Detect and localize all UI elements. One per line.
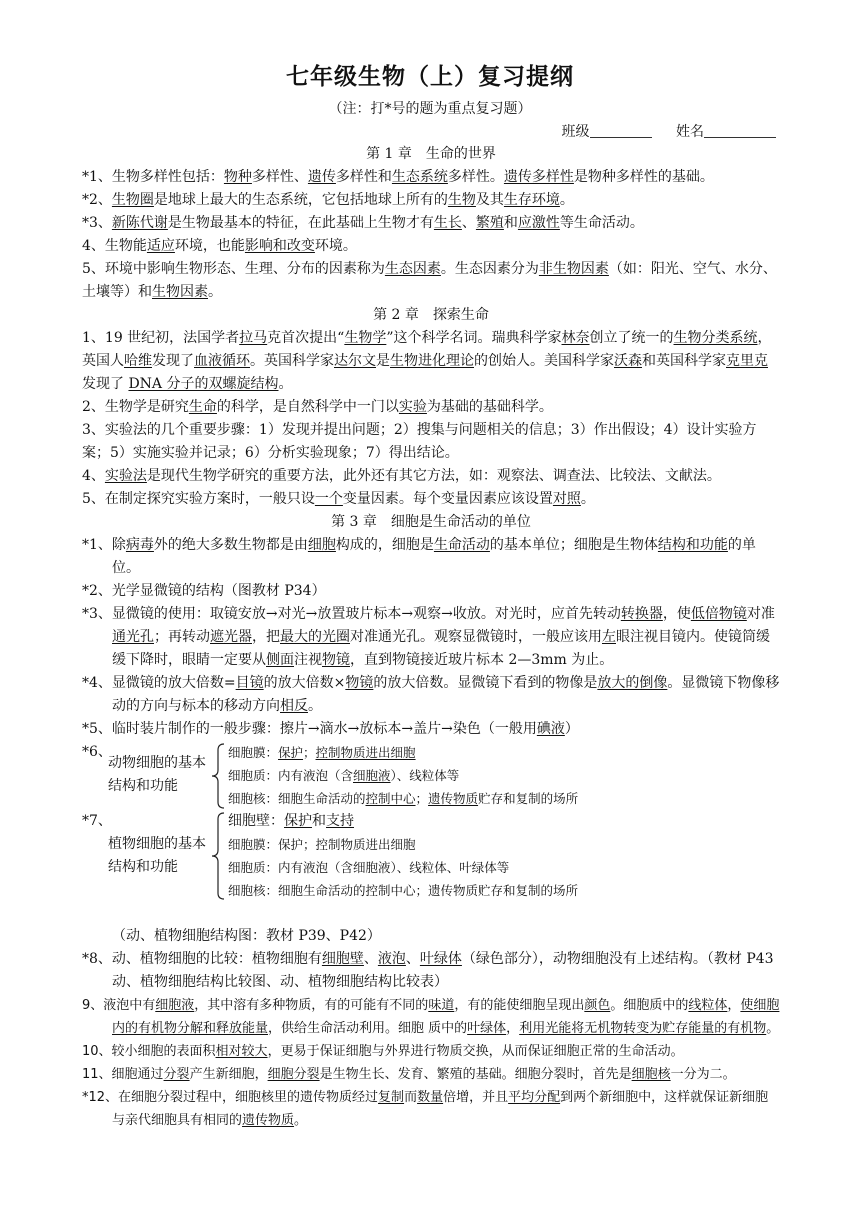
text-segment: 和英国科学家 [642, 353, 726, 369]
underlined-term: 结构和功能 [657, 537, 728, 553]
text-segment: ”这个科学名词。瑞典科学家 [386, 330, 562, 346]
text-segment: （如：阳光、空气、水分、土壤等）和 [82, 261, 777, 300]
text-segment: 细胞质：内有液泡（含 [228, 768, 354, 783]
text-segment: 变量因素。每个变量因素应该设置 [342, 491, 553, 507]
outline-content [82, 143, 780, 1132]
text-segment: 多样性。 [447, 169, 504, 185]
text-segment: 环境。 [314, 238, 357, 254]
underlined-term: 一个 [314, 491, 343, 507]
item-3-9 [82, 994, 780, 1040]
underlined-term: 遮光器 [210, 629, 252, 645]
underlined-term: 遗传多样性 [503, 169, 574, 185]
underlined-term: 克里克 [726, 353, 768, 369]
item-3-7-number: *7、 [82, 813, 112, 829]
text-segment: 4、生物能 [82, 238, 147, 254]
text-segment: 为基础的基础科学。 [426, 399, 553, 415]
underlined-term: 叶绿体 [419, 951, 462, 967]
text-segment: 10、较小细胞的表面积 [82, 1044, 216, 1059]
text-segment: *2、 [82, 192, 112, 208]
text-segment: 。显微镜下物像移动的方向与标本的移动方向 [112, 675, 780, 714]
item-3-11 [82, 1063, 780, 1086]
text-segment: 对准通光孔。观察显微镜时，一般应该用 [350, 629, 602, 645]
document-title: 七年级生物（上）复习提纲 [286, 64, 574, 90]
text-segment: 是地球上最大的生态系统，它包括地球上所有的 [153, 192, 448, 208]
text-segment: ，更易于保证细胞与外界进行物质交换，从而保证细胞正常的生命活动。 [267, 1044, 684, 1059]
underlined-term: 分裂 [163, 1067, 190, 1082]
item-3-1 [82, 534, 780, 580]
item-1-3 [82, 212, 780, 235]
text-segment: 、 [405, 951, 420, 967]
plant-wall [228, 810, 788, 833]
item-3-12 [82, 1086, 780, 1132]
underlined-term: 适应 [146, 238, 175, 254]
brace-icon [210, 743, 226, 809]
plant-membrane: 细胞膜：保护；控制物质进出细胞 [228, 837, 416, 852]
underlined-term: 物镜 [345, 675, 374, 691]
animal-nucleus [228, 787, 788, 810]
item-3-10 [82, 1040, 780, 1063]
item-2-2 [82, 396, 780, 419]
animal-cell-block [82, 741, 780, 810]
note-line: （注：打*号的题为重点复习题） [328, 101, 532, 117]
text-segment: 是 [376, 353, 390, 369]
text-segment: 。 [294, 1113, 308, 1128]
underlined-term: 利用光能将无机物转变为贮存能量的有机物 [519, 1021, 767, 1036]
text-segment: *1、除 [82, 537, 126, 553]
animal-cytoplasm [228, 764, 788, 787]
underlined-term: 生物分类系统 [673, 330, 758, 346]
underlined-term: 生物学 [344, 330, 387, 346]
item-1-5 [82, 258, 780, 304]
underlined-term: 繁殖 [475, 215, 504, 231]
text-segment: 外的绝大多数生物都是由 [153, 537, 308, 553]
underlined-term: 生物进化理论 [390, 353, 474, 369]
item-2-5 [82, 488, 780, 511]
text-segment: 的单位。 [112, 537, 756, 576]
item-2-4 [82, 465, 780, 488]
underlined-term: 非生物因素 [538, 261, 609, 277]
underlined-term: 叶绿体 [467, 1021, 507, 1036]
underlined-term: 生物 [447, 192, 476, 208]
underlined-term: DNA 分子的双螺旋结构 [128, 376, 279, 392]
underlined-term: 目镜 [235, 675, 264, 691]
underlined-term: 放大的倒像 [597, 675, 668, 691]
underlined-term: 实验 [398, 399, 427, 415]
text-segment: 、 [363, 951, 378, 967]
item-3-3 [82, 603, 780, 672]
underlined-term: 细胞核 [631, 1067, 671, 1082]
item-3-5 [82, 718, 780, 741]
text-segment: 的科学，是自然科学中一门以 [216, 399, 399, 415]
underlined-term: 生态因素 [384, 261, 441, 277]
class-label: 班级 [561, 124, 590, 140]
underlined-term: 对照 [552, 491, 581, 507]
underlined-term: 林奈 [561, 330, 590, 346]
text-segment: 的放大倍数。显微镜下看到的物像是 [373, 675, 598, 691]
text-segment: 一分为二。 [670, 1067, 736, 1082]
underlined-term: 左 [602, 629, 616, 645]
class-name-line [562, 121, 776, 141]
underlined-term: 遗传物质 [242, 1113, 295, 1128]
underlined-term: 颜色 [584, 998, 611, 1013]
underlined-term: 低倍物镜 [690, 606, 747, 622]
text-segment: 。生态因素分为 [440, 261, 539, 277]
item-1-2 [82, 189, 780, 212]
underlined-term: 新陈代谢 [111, 215, 168, 231]
text-segment: 。细胞质中的 [610, 998, 689, 1013]
text-segment: 贮存和复制的场所 [478, 791, 579, 806]
text-segment: 到两个新细胞中，这样就保证新细胞与亲代细胞具有相同的 [112, 1090, 769, 1128]
underlined-term: 生命 [188, 399, 217, 415]
text-segment: 构成的，细胞是 [335, 537, 434, 553]
text-segment: 克首次提出“ [267, 330, 345, 346]
underlined-term: 生存环境 [503, 192, 560, 208]
text-segment: 。 [208, 284, 222, 300]
underlined-term: 生长 [433, 215, 462, 231]
text-segment: 是物种多样性的基础。 [573, 169, 714, 185]
text-segment: 的放大倍数× [263, 675, 346, 691]
underlined-term: 液泡 [377, 951, 406, 967]
underlined-term: 遗传物质 [428, 791, 479, 806]
underlined-term: 使细胞内的有机物分解和释放能量 [112, 998, 780, 1036]
underlined-term: 实验法 [104, 468, 147, 484]
plant-nucleus: 细胞核：细胞生命活动的控制中心；遗传物质贮存和复制的场所 [228, 883, 579, 898]
text-segment: 创立了统一的 [589, 330, 674, 346]
text-segment: 是生物最基本的特征，在此基础上生物才有 [167, 215, 434, 231]
underlined-term: 细胞液 [353, 768, 391, 783]
text-segment: 是现代生物学研究的重要方法，此外还有其它方法，如：观察法、调查法、比较法、文献法。 [146, 468, 721, 484]
underlined-term: 线粒体 [688, 998, 728, 1013]
text-segment: 环境，也能 [174, 238, 245, 254]
text-segment: 9、液泡中有 [82, 998, 156, 1013]
underlined-term: 沃森 [614, 353, 642, 369]
underlined-term: 细胞 [307, 537, 336, 553]
underlined-term: 支持 [326, 813, 354, 829]
text-segment: 11、细胞通过 [82, 1067, 164, 1082]
name-label: 姓名 [676, 124, 704, 140]
underlined-term: 平均分配 [508, 1090, 561, 1105]
class-blank[interactable] [590, 123, 652, 138]
text-segment: *8、动、植物细胞的比较：植物细胞有 [82, 951, 322, 967]
text-segment: 5、在制定探究实验方案时，一般只设 [82, 491, 315, 507]
underlined-term: 控制物质进出细胞 [315, 745, 416, 760]
underlined-term: 哈维 [124, 353, 152, 369]
underlined-term: 生物圈 [111, 192, 154, 208]
underlined-term: 病毒 [125, 537, 154, 553]
text-segment: 、 [461, 215, 476, 231]
text-segment: 及其 [475, 192, 504, 208]
underlined-term: 控制中心 [365, 791, 416, 806]
text-segment: 注视 [294, 652, 322, 668]
underlined-term: 味道 [428, 998, 455, 1013]
text-segment: 。英国科学家 [250, 353, 334, 369]
underlined-term: 拉马 [239, 330, 268, 346]
text-segment: ，供给生命活动利用。细胞 质中的 [268, 1021, 468, 1036]
underlined-term: 保护 [284, 813, 312, 829]
text-segment: ，使 [662, 606, 691, 622]
animal-membrane [228, 741, 788, 764]
animal-cell-label: 动物细胞的基本结构和功能 [108, 755, 206, 794]
underlined-term: 通光孔 [112, 629, 154, 645]
underlined-term: 遗传 [307, 169, 336, 185]
item-1-4 [82, 235, 780, 258]
underlined-term: 生命活动 [433, 537, 490, 553]
underlined-term: 应激性 [517, 215, 560, 231]
underlined-term: 复制 [378, 1090, 405, 1105]
text-segment: 等生命活动。 [559, 215, 644, 231]
text-segment: 。 [308, 698, 322, 714]
text-segment: ； [415, 791, 429, 806]
underlined-term: 细胞分裂 [267, 1067, 320, 1082]
text-segment: ，英国人 [82, 330, 772, 369]
text-segment: ）、线粒体等 [390, 768, 460, 783]
text-segment: *3、显微镜的使用：取镜安放→对光→放置玻片标本→观察→收放。对光时，应首先转动 [82, 606, 621, 622]
text-segment: ，直到物镜接近玻片标本 2—3mm 为止。 [350, 652, 614, 668]
underlined-term: 细胞壁 [321, 951, 364, 967]
underlined-term: 物种 [223, 169, 252, 185]
item-3-8 [82, 948, 780, 994]
plant-cell-block [82, 810, 780, 902]
underlined-term: 保护 [278, 745, 304, 760]
text-segment: ） [564, 721, 579, 737]
text-segment: 眼注视目镜内。使镜筒缓缓下降时，眼睛一定要从 [112, 629, 770, 668]
underlined-term: 生物因素 [152, 284, 208, 300]
item-3-4 [82, 672, 780, 718]
underlined-term: 细胞液 [155, 998, 195, 1013]
text-segment: ；再转动 [154, 629, 210, 645]
item-3-2: *2、光学显微镜的结构（图教材 P34） [82, 583, 326, 599]
text-segment: 多样性和 [335, 169, 392, 185]
underlined-term: 达尔文 [334, 353, 376, 369]
cell-figure-ref: （动、植物细胞结构图：教材 P39、P42） [112, 928, 381, 944]
text-segment: ， [506, 1021, 520, 1036]
item-1-1 [82, 166, 780, 189]
text-segment: 倍增，并且 [443, 1090, 509, 1105]
underlined-term: 碘液 [536, 721, 565, 737]
text-segment: 。 [580, 491, 595, 507]
text-segment: 。 [766, 1021, 780, 1036]
underlined-term: 相对较大 [215, 1044, 268, 1059]
text-segment: *5、临时装片制作的一般步骤：擦片→滴水→放标本→盖片→染色（一般用 [82, 721, 537, 737]
text-segment: ，把 [252, 629, 280, 645]
text-segment: *4、显微镜的放大倍数= [82, 675, 236, 691]
text-segment: *3、 [82, 215, 112, 231]
underlined-term: 侧面 [266, 652, 294, 668]
text-segment: 多样性、 [251, 169, 308, 185]
text-segment: 细胞壁： [228, 813, 284, 829]
text-segment: 细胞膜： [228, 745, 279, 760]
text-segment: 发现了 [152, 353, 194, 369]
chapter-2-heading: 第 2 章 探索生命 [373, 307, 489, 323]
underlined-term: 转换器 [620, 606, 663, 622]
chapter-1-heading: 第 1 章 生命的世界 [366, 146, 496, 162]
text-segment: 细胞核：细胞生命活动的 [228, 791, 366, 806]
text-segment: 和 [312, 813, 326, 829]
item-2-1 [82, 327, 780, 396]
text-segment: 2、生物学是研究 [82, 399, 189, 415]
underlined-term: 数量 [417, 1090, 444, 1105]
text-segment: 是生物生长、发育、繁殖的基础。细胞分裂时，首先是 [319, 1067, 632, 1082]
text-segment: *1、生物多样性包括： [82, 169, 224, 185]
underlined-term: 生态系统 [391, 169, 448, 185]
chapter-3-heading: 第 3 章 细胞是生命活动的单位 [331, 514, 531, 530]
text-segment: ，其中溶有多种物质，有的可能有不同的 [194, 998, 429, 1013]
text-segment: 1、19 世纪初，法国学者 [82, 330, 240, 346]
underlined-term: 物镜 [322, 652, 350, 668]
text-segment: 4、 [82, 468, 105, 484]
text-segment: 的创始人。美国科学家 [474, 353, 614, 369]
text-segment: 5、环境中影响生物形态、生理、分布的因素称为 [82, 261, 385, 277]
text-segment: 。 [559, 192, 574, 208]
text-segment: *12、在细胞分裂过程中，细胞核里的遗传物质经过 [82, 1090, 379, 1105]
text-segment: 产生新细胞， [189, 1067, 268, 1082]
text-segment: （绿色部分），动物细胞没有上述结构。（教材 P43 动、植物细胞结构比较图、动、植物细胞结构比较表） [112, 951, 774, 990]
item-2-3: 3、实验法的几个重要步骤：1）发现并提出问题；2）搜集与问题相关的信息；3）作出假设；4）设计实验方案；5）实施实验并记录；6）分析实验现象；7）得出结论。 [82, 422, 757, 461]
underlined-term: 相反 [280, 698, 308, 714]
text-segment: ； [303, 745, 316, 760]
text-segment: ，有的能使细胞呈现出 [454, 998, 585, 1013]
text-segment: 对准 [746, 606, 775, 622]
text-segment: 发现了 [82, 376, 129, 392]
name-blank[interactable] [704, 123, 776, 138]
brace-icon [210, 812, 226, 900]
plant-cytoplasm: 细胞质：内有液泡（含细胞液）、线粒体、叶绿体等 [228, 860, 510, 875]
underlined-term: 血液循环 [194, 353, 250, 369]
text-segment: 。 [278, 376, 293, 392]
text-segment: 而 [404, 1090, 418, 1105]
text-segment: ， [727, 998, 741, 1013]
text-segment: 的基本单位；细胞是生物体 [489, 537, 658, 553]
underlined-term: 影响和改变 [244, 238, 315, 254]
plant-cell-label: 植物细胞的基本结构和功能 [108, 836, 206, 875]
text-segment: 和 [503, 215, 518, 231]
item-3-6-number: *6、 [82, 744, 112, 760]
underlined-term: 最大的光圈 [280, 629, 350, 645]
